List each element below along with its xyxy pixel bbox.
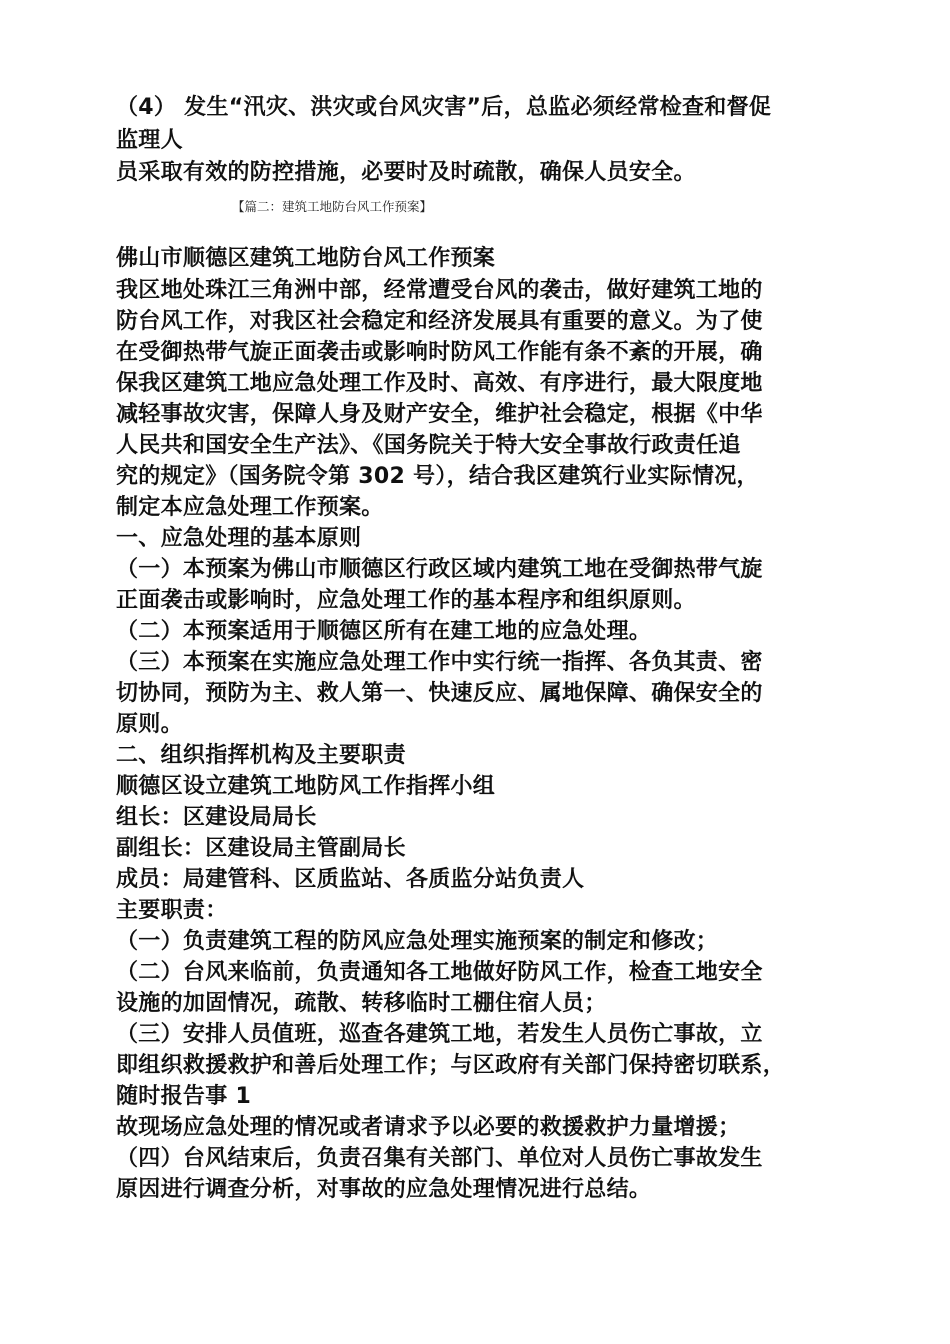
paragraph-line: 主要职责： bbox=[116, 898, 228, 923]
paragraph-line: （4） 发生“汛灾、洪灾或台风灾害”后，总监必须经常检查和督促 bbox=[116, 95, 772, 120]
paragraph-line: 正面袭击或影响时，应急处理工作的基本程序和组织原则。 bbox=[116, 588, 696, 613]
paragraph-line: （四）台风结束后，负责召集有关部门、单位对人员伤亡事故发生 bbox=[116, 1146, 763, 1171]
paragraph-line: 人民共和国安全生产法》、《国务院关于特大安全事故行政责任追 bbox=[116, 433, 741, 458]
paragraph-line: 保我区建筑工地应急处理工作及时、高效、有序进行，最大限度地 bbox=[116, 371, 763, 396]
paragraph-line: 副组长：区建设局主管副局长 bbox=[116, 836, 406, 861]
paragraph-line: 设施的加固情况，疏散、转移临时工棚住宿人员； bbox=[116, 991, 607, 1016]
paragraph-line: 员采取有效的防控措施，必要时及时疏散，确保人员安全。 bbox=[116, 160, 696, 185]
paragraph-line: （一）本预案为佛山市顺德区行政区域内建筑工地在受御热带气旋 bbox=[116, 557, 763, 582]
paragraph-line: 在受御热带气旋正面袭击或影响时防风工作能有条不紊的开展，确 bbox=[116, 340, 763, 365]
section-heading: 二、组织指挥机构及主要职责 bbox=[116, 743, 406, 768]
paragraph-line: 减轻事故灾害，保障人身及财产安全，维护社会稳定，根据《中华 bbox=[116, 402, 763, 427]
paragraph-line: （三）安排人员值班，巡查各建筑工地，若发生人员伤亡事故，立 bbox=[116, 1022, 763, 1047]
paragraph-line: 组长：区建设局局长 bbox=[116, 805, 317, 830]
paragraph-line: 究的规定》（国务院令第 302 号），结合我区建筑行业实际情况， bbox=[116, 464, 759, 489]
paragraph-line: 监理人 bbox=[116, 128, 183, 153]
paragraph-line: 原则。 bbox=[116, 712, 183, 737]
paragraph-line: （二）台风来临前，负责通知各工地做好防风工作，检查工地安全 bbox=[116, 960, 763, 985]
paragraph-line: （三）本预案在实施应急处理工作中实行统一指挥、各负其责、密 bbox=[116, 650, 763, 675]
paragraph-line: 切协同，预防为主、救人第一、快速反应、属地保障、确保安全的 bbox=[116, 681, 763, 706]
paragraph-line: （二）本预案适用于顺德区所有在建工地的应急处理。 bbox=[116, 619, 652, 644]
paragraph-line: 成员：局建管科、区质监站、各质监分站负责人 bbox=[116, 867, 585, 892]
paragraph-line: （一）负责建筑工程的防风应急处理实施预案的制定和修改； bbox=[116, 929, 719, 954]
document-title: 佛山市顺德区建筑工地防台风工作预案 bbox=[116, 246, 496, 271]
section-subtitle: 【篇二：建筑工地防台风工作预案】 bbox=[232, 199, 433, 214]
paragraph-line: 制定本应急处理工作预案。 bbox=[116, 495, 384, 520]
paragraph-line: 故现场应急处理的情况或者请求予以必要的救援救护力量增援； bbox=[116, 1115, 741, 1140]
paragraph-line: 防台风工作，对我区社会稳定和经济发展具有重要的意义。为了使 bbox=[116, 309, 763, 334]
section-heading: 一、应急处理的基本原则 bbox=[116, 526, 362, 551]
paragraph-line: 随时报告事 1 bbox=[116, 1084, 252, 1109]
paragraph-line: 顺德区设立建筑工地防风工作指挥小组 bbox=[116, 774, 496, 799]
paragraph-line: 我区地处珠江三角洲中部，经常遭受台风的袭击，做好建筑工地的 bbox=[116, 278, 763, 303]
paragraph-line: 原因进行调查分析，对事故的应急处理情况进行总结。 bbox=[116, 1177, 652, 1202]
paragraph-line: 即组织救援救护和善后处理工作；与区政府有关部门保持密切联系， bbox=[116, 1053, 786, 1078]
